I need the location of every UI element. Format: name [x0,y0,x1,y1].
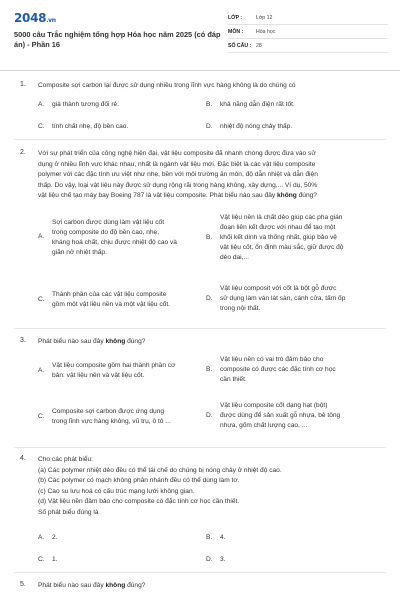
question-line-text: Phát biểu nào sau đây [38,338,104,345]
option-letter: B. [206,101,213,108]
option-text [52,218,177,258]
option-line: vật liệu cốt, ổn định màu sắc, giữ được độ [220,244,344,251]
meta-row-count [228,39,388,53]
question-number: 2. [20,149,26,156]
option-line: trong composite do độ bền cao, nhẹ, [52,229,160,236]
option-letter: A. [38,233,45,240]
option-text [52,290,170,310]
option-letter: B. [206,366,213,373]
question-line-end: đúng? [125,582,146,589]
option-line: cần thiết. [220,376,247,383]
option-line: gồm một vật liệu nền và một vật liệu cốt. [52,301,171,308]
option-line: khối kết dính và thống nhất, giúp bảo vệ [220,234,337,241]
question-line: polymer với các đặc tính ưu việt như nhẹ, bền với môi trường ăn mòn, độ dẫn nhiệt và dẫn điện [38,171,318,179]
question-separator [14,139,386,140]
meta-key: LỚP : [228,14,243,21]
option-line: Vật liệu composit với cốt là bột gỗ được [220,285,337,292]
option-text [220,355,336,385]
meta-table [228,11,388,53]
document-title: 5000 câu Trắc nghiệm tổng hợp Hóa học năm 2025 (có đáp án) - Phần 16 [14,30,221,49]
question-number: 3. [20,337,26,344]
option-text [52,407,171,427]
logo-suffix: .vn [46,17,56,24]
option-text [220,213,343,263]
option-line: Vật liệu composite cốt dạng hạt (bột) [220,402,328,409]
option-line: sử dụng làm ván lát sàn, cánh cửa, tấm ốp [220,295,346,302]
emphasis-not: không [105,338,126,345]
option-letter: C. [38,413,45,420]
option-text: khả năng dẫn điện rất tốt. [220,101,295,108]
question-line: Cho các phát biểu: [38,456,93,463]
question-number: 4. [20,455,26,462]
question-line: (a) Các polymer nhiệt dẻo đều có thể tái chế do chúng bị nóng chảy ở nhiệt độ cao. [38,466,282,474]
option-letter: D. [206,123,213,130]
meta-value: Hóa học [256,28,276,35]
option-letter: B. [206,534,213,541]
question-text [38,581,390,592]
question-line: (c) Cao su lưu hoá có cấu trúc mạng lưới không gian. [38,487,195,495]
meta-key: MÔN : [228,28,244,35]
option-text: tính chất nhẹ, độ bền cao. [52,123,129,130]
meta-row-grade [228,11,388,25]
question-line: dụng ở nhiều lĩnh vực khác nhau, nhất là ngành vật liệu mới. Đặc biệt là các vật liệu composite [38,160,316,168]
logo-main: 2048 [14,11,47,25]
option-line: Composite sợi carbon được ứng dụng [52,408,165,415]
option-line: được dùng để sản xuất gỗ nhựa, bê tông [220,412,341,419]
option-line: trong lĩnh vực hàng không, vũ trụ, ô tô ... [52,418,171,425]
meta-value: 28 [256,42,262,49]
meta-value: Lớp 12 [256,14,273,21]
site-logo[interactable] [14,11,56,25]
question-line-text: vật liệu chế tạo máy bay Boeing 787 là vật liệu composite. Phát biểu nào sau đây [38,192,276,200]
option-line: kháng hoá chất, chịu được nhiệt độ cao và [52,239,177,246]
question-line: (b) Các polymer có mạch không phân nhánh đều có thể dùng làm tơ. [38,477,240,485]
option-letter: A. [38,101,45,108]
meta-row-subject [228,25,388,39]
option-text: 4. [220,534,226,541]
option-text [52,361,175,381]
document-header [0,0,400,68]
option-line: bản: vật liệu nền và vật liệu cốt. [52,372,145,379]
meta-key: SỐ CÂU : [228,42,252,49]
option-line: dẻo dai,... [220,254,249,261]
option-letter: C. [38,556,45,563]
option-line: nhựa, gốm chất lượng cao, ... [220,422,308,429]
option-line: giãn nở nhiệt thấp. [52,249,107,256]
option-text: 3. [220,556,226,563]
question-line: Số phát biểu đúng là [38,508,99,516]
question-line-end: đúng? [296,192,317,200]
option-text: 2. [52,534,58,541]
question-line: (d) Vật liệu nền đảm bảo cho composite có đặc tính cơ học cần thiết. [38,498,240,506]
question-separator [14,572,386,573]
option-text [220,284,345,314]
question-text: Composite sợi carbon lại được sử dụng nhiều trong lĩnh vực hàng không là do chúng có [38,82,296,89]
option-line: Vật liệu nền là chất dẻo giúp các pha gián [220,214,343,221]
option-text: 1. [52,556,58,563]
option-letter: D. [206,412,213,419]
option-line: Sợi carbon được dùng làm vật liệu cốt [52,219,165,226]
option-letter: A. [38,534,45,541]
question-line: Với sự phát triển của công nghệ hiện đại, vật liệu composite đã nhanh chóng được đưa vào sử [38,150,316,157]
option-letter: C. [38,123,45,130]
question-text [38,455,390,519]
header-divider [0,70,400,71]
emphasis-not: không [105,582,126,589]
option-letter: B. [206,234,213,241]
question-line: thấp. Do vậy, loại vật liệu này được sử dụng rộng rãi trong hàng không, xây dựng,... Ví dụ, 50% [38,181,318,189]
question-line [38,191,390,202]
option-letter: A. [38,367,45,374]
question-line-text: Phát biểu nào sau đây [38,582,104,589]
option-text: giá thành tương đối rẻ. [52,101,120,108]
option-line: Thành phần của các vật liệu composite [52,291,167,298]
option-line: composite có được các đặc tính cơ học [220,366,336,373]
option-text [220,401,340,431]
option-line: Vật liệu nền có vai trò đảm bảo cho [220,356,324,363]
option-letter: D. [206,556,213,563]
emphasis-not: không [277,192,297,200]
question-number: 1. [20,81,26,88]
question-separator [14,328,386,329]
option-letter: D. [206,295,213,302]
question-line-end: đúng? [125,338,146,345]
option-line: đoạn liên kết được với nhau để tạo một [220,224,336,231]
question-text [38,149,390,202]
question-separator [14,447,386,448]
option-text: nhiệt độ nóng chảy thấp. [220,123,293,130]
question-number: 5. [20,581,26,588]
option-line: trong nội thất. [220,305,261,312]
option-line: Vật liệu composite gồm hai thành phần cơ [52,362,176,369]
question-text [38,337,390,348]
option-letter: C. [38,296,45,303]
